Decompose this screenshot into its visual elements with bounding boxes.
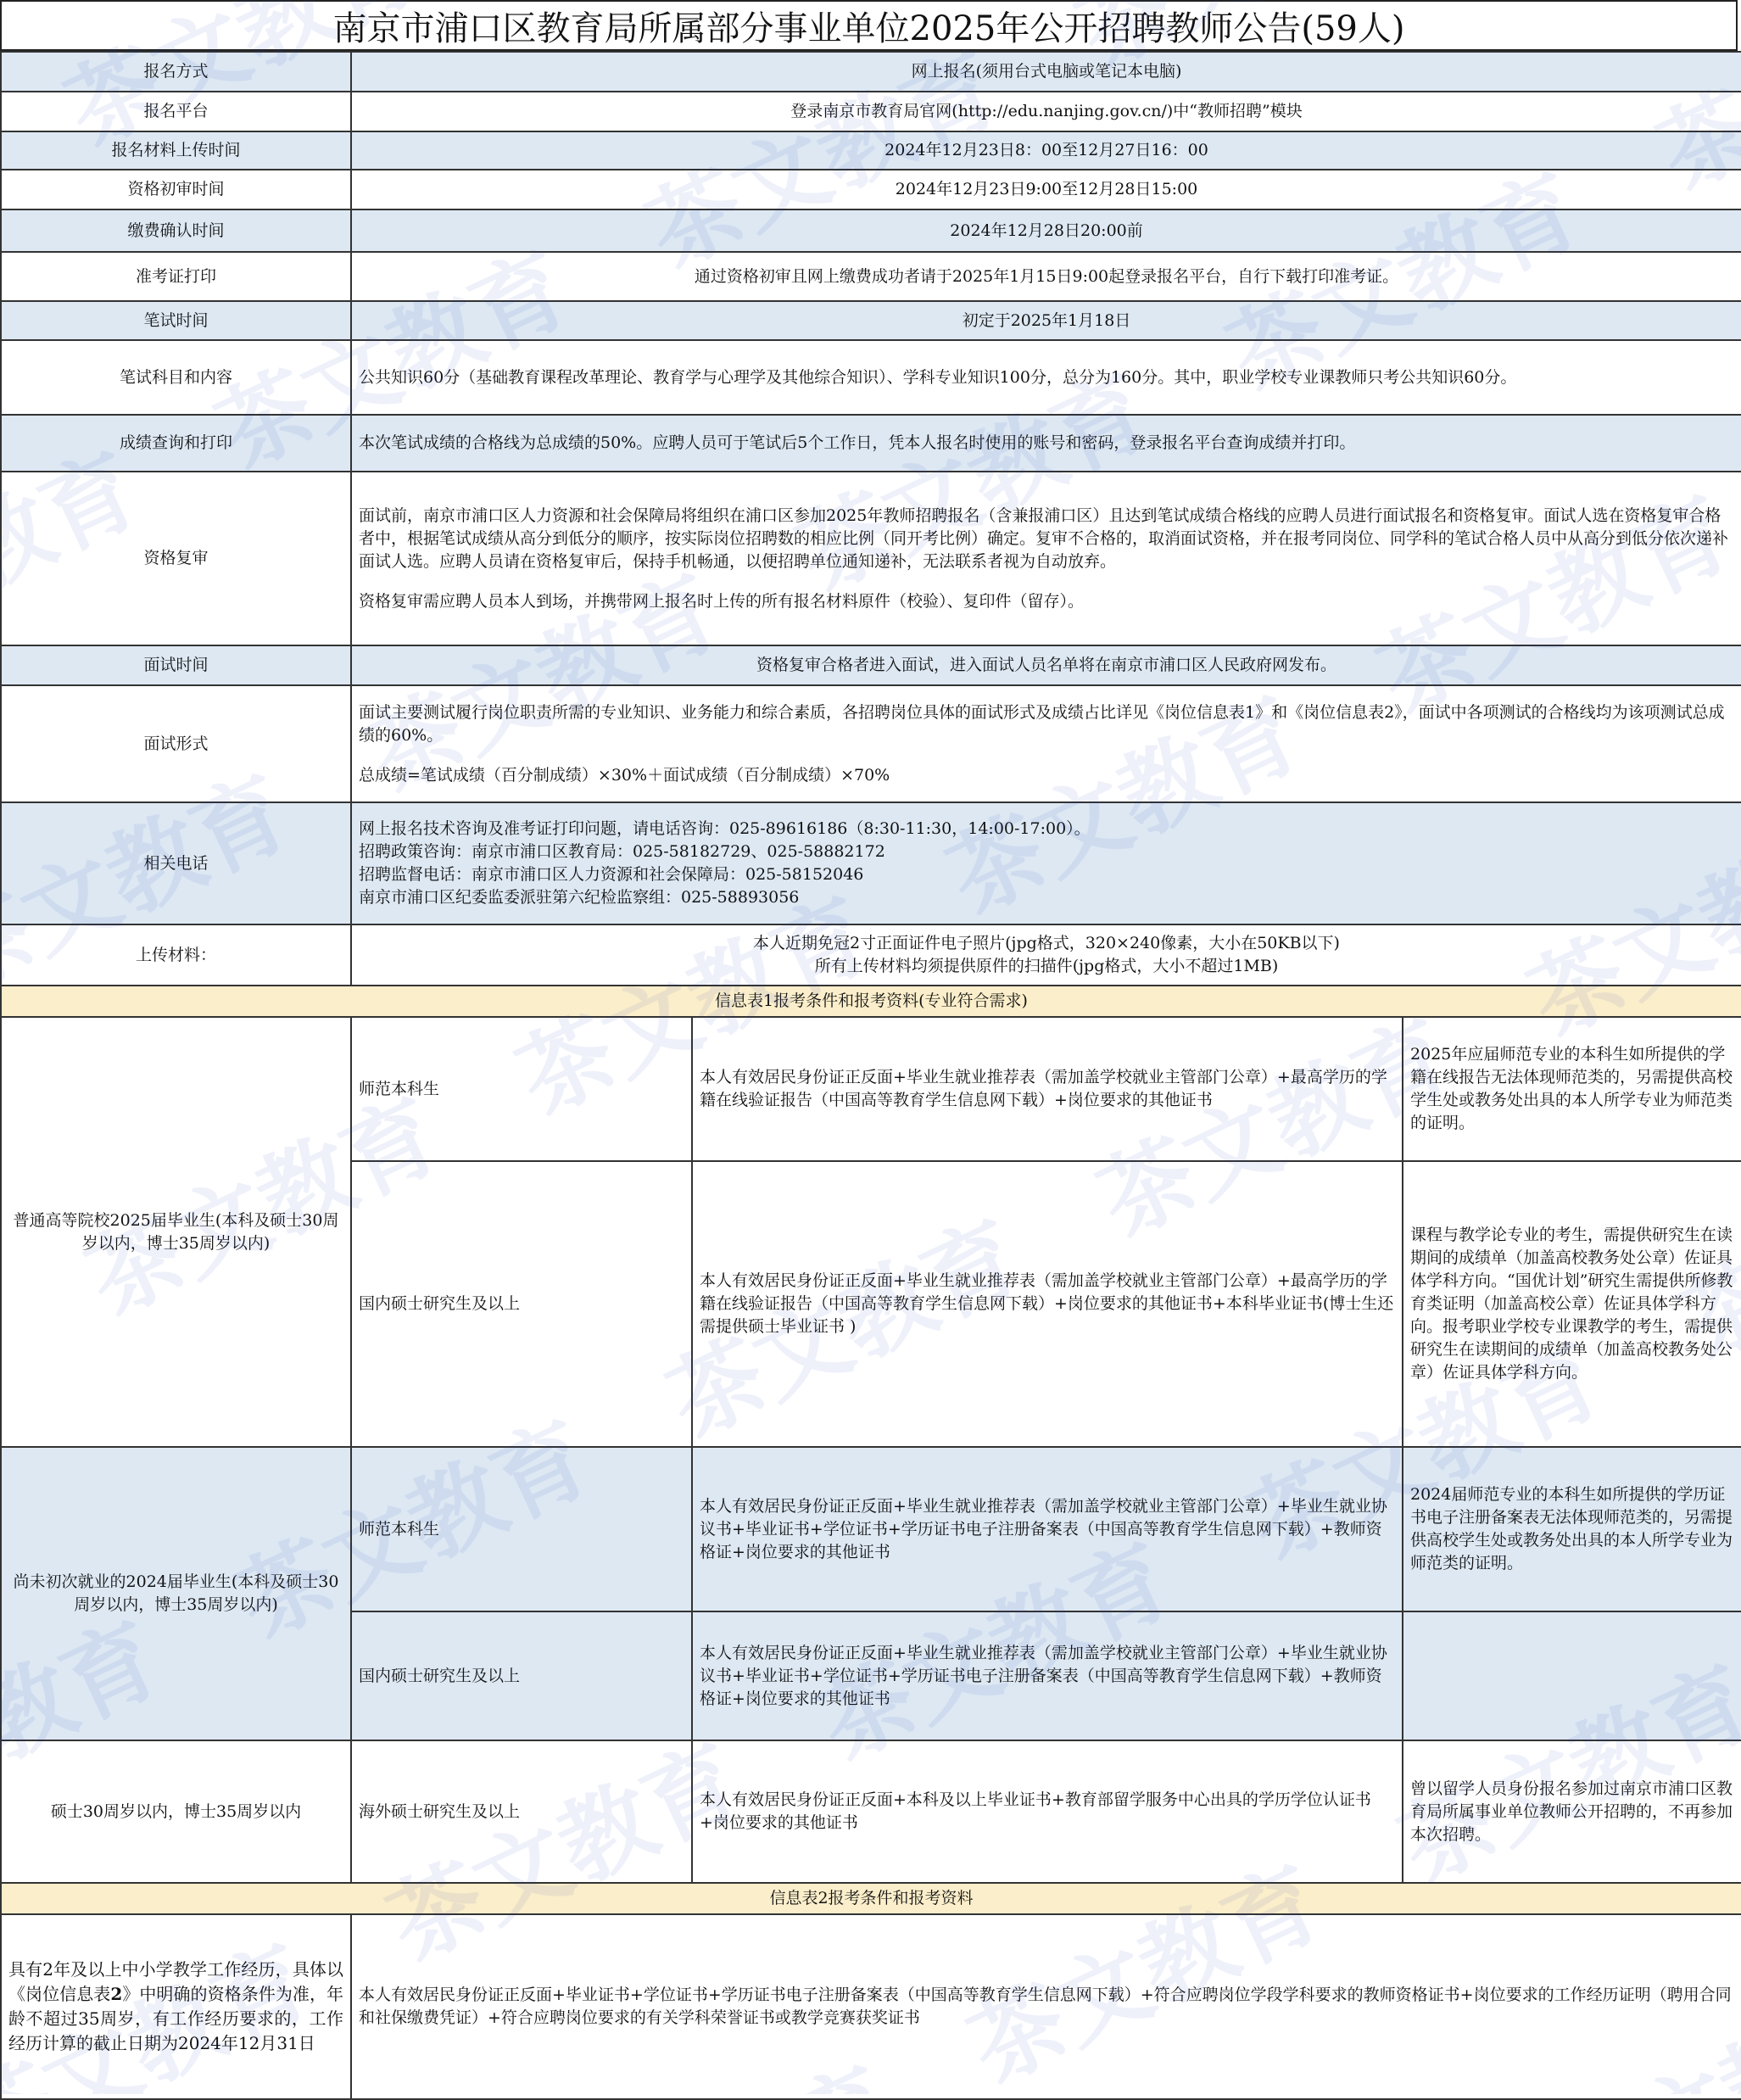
table-row bbox=[1, 1017, 1741, 1161]
row-value: 公共知识60分（基础教育课程改革理论、教育学与心理学及其他综合知识）、学科专业知识100分，总分为160分。其中，职业学校专业课教师只考公共知识60分。 bbox=[351, 340, 1741, 415]
paragraph: 面试主要测试履行岗位职责所需的专业知识、业务能力和综合素质，各招聘岗位具体的面试形式及成绩占比详见《岗位信息表1》和《岗位信息表2》，面试中各项测试的合格线均为该项测试总成绩的60%。 bbox=[359, 702, 1725, 745]
row-label: 缴费确认时间 bbox=[1, 209, 351, 252]
note: 课程与教学论专业的考生，需提供研究生在读期间的成绩单（加盖高校教务处公章）佐证具体学科方向。“国优计划”研究生需提供所修教育类证明（加盖高校公章）佐证具体学科方向。报考职业学校专业课教学的考生，需提供研究生在读期间的成绩单（加盖高校教务处公章）佐证具体学科方向。 bbox=[1403, 1161, 1741, 1447]
phone-line: 网上报名技术咨询及准考证打印问题，请电话咨询：025-89616186（8:30-11:30，14:00-17:00）。 bbox=[359, 819, 1091, 838]
section2-header bbox=[1, 1883, 1741, 1914]
material-line: 所有上传材料均须提供原件的扫描件(jpg格式，大小不超过1MB) bbox=[814, 957, 1279, 975]
required-materials: 本人有效居民身份证正反面+毕业生就业推荐表（需加盖学校就业主管部门公章）+毕业生就业协议书+毕业证书+学位证书+学历证书电子注册备案表（中国高等教育学生信息网下载）+教师资格证+岗位要求的其他证书 bbox=[692, 1611, 1403, 1740]
page-title: 南京市浦口区教育局所属部分事业单位2025年公开招聘教师公告(59人) bbox=[0, 0, 1738, 51]
row-label: 笔试时间 bbox=[1, 301, 351, 340]
row-label: 报名材料上传时间 bbox=[1, 131, 351, 170]
required-materials: 本人有效居民身份证正反面+毕业生就业推荐表（需加盖学校就业主管部门公章）+最高学历的学籍在线验证报告（中国高等教育学生信息网下载）+岗位要求的其他证书+本科毕业证书(博士生还需提供硕士毕业证书 ) bbox=[692, 1161, 1403, 1447]
table-row bbox=[1, 1740, 1741, 1883]
group-label: 硕士30周岁以内，博士35周岁以内 bbox=[1, 1740, 351, 1883]
section-title: 信息表2报考条件和报考资料 bbox=[1, 1883, 1741, 1914]
row-exam-subjects bbox=[1, 340, 1741, 415]
phone-line: 招聘政策咨询：南京市浦口区教育局：025-58182729、025-58882172 bbox=[359, 842, 885, 861]
row-value: 2024年12月28日20:00前 bbox=[351, 209, 1741, 252]
row-label: 笔试科目和内容 bbox=[1, 340, 351, 415]
section1-header bbox=[1, 986, 1741, 1017]
row-label: 面试时间 bbox=[1, 645, 351, 685]
label-text: 》中明确的资格条件为准，年龄不超过35周岁，有工作经历要求的，工作经历计算的截止日期为2024年12月31日 bbox=[8, 1984, 344, 2053]
paragraph: 面试前，南京市浦口区人力资源和社会保障局将组织在浦口区参加2025年教师招聘报名（含兼报浦口区）且达到笔试成绩合格线的应聘人员进行面试报名和资格复审。面试人选在资格复审合格者中，根据笔试成绩从高分到低分的顺序，按实际岗位招聘数的相应比例（同开考比例）确定。复审不合格的，取消面试资格，并在报考同岗位、同学科的笔试合格人员中从高分到低分依次递补面试人选。应聘人员请在资格复审后，保持手机畅通，以便招聘单位通知递补，无法联系者视为自动放弃。 bbox=[359, 505, 1729, 571]
row-upload-materials bbox=[1, 924, 1741, 986]
table-row bbox=[1, 1447, 1741, 1611]
phone-line: 招聘监督电话：南京市浦口区人力资源和社会保障局：025-58152046 bbox=[359, 865, 864, 884]
note bbox=[1403, 1611, 1741, 1740]
required-materials: 本人有效居民身份证正反面+本科及以上毕业证书+教育部留学服务中心出具的学历学位认证书+岗位要求的其他证书 bbox=[692, 1740, 1403, 1883]
required-materials: 本人有效居民身份证正反面+毕业生就业推荐表（需加盖学校就业主管部门公章）+毕业生就业协议书+毕业证书+学位证书+学历证书电子注册备案表（中国高等教育学生信息网下载）+教师资格证+岗位要求的其他证书 bbox=[692, 1447, 1403, 1611]
note: 2024届师范专业的本科生如所提供的学历证书电子注册备案表无法体现师范类的，另需提供高校学生处或教务处出具的本人所学专业为师范类的证明。 bbox=[1403, 1447, 1741, 1611]
group-label bbox=[1, 1914, 351, 2099]
material-line: 本人近期免冠2寸正面证件电子照片(jpg格式，320×240像素，大小在50KB以下) bbox=[753, 934, 1340, 952]
row-exam-time bbox=[1, 301, 1741, 340]
row-value bbox=[351, 685, 1741, 802]
row-initial-review-time bbox=[1, 170, 1741, 209]
row-label: 报名平台 bbox=[1, 92, 351, 131]
row-value bbox=[351, 472, 1741, 645]
required-materials: 本人有效居民身份证正反面+毕业生就业推荐表（需加盖学校就业主管部门公章）+最高学历的学籍在线验证报告（中国高等教育学生信息网下载）+岗位要求的其他证书 bbox=[692, 1017, 1403, 1161]
row-registration-method bbox=[1, 52, 1741, 92]
paragraph: 资格复审需应聘人员本人到场，并携带网上报名时上传的所有报名材料原件（校验）、复印件（留存）。 bbox=[359, 591, 1085, 611]
row-interview-time bbox=[1, 645, 1741, 685]
paragraph: 总成绩=笔试成绩（百分制成绩）×30%＋面试成绩（百分制成绩）×70% bbox=[359, 765, 890, 785]
row-value bbox=[351, 802, 1741, 924]
row-value: 网上报名(须用台式电脑或笔记本电脑) bbox=[351, 52, 1741, 92]
row-value: 资格复审合格者进入面试，进入面试人员名单将在南京市浦口区人民政府网发布。 bbox=[351, 645, 1741, 685]
announcement-table bbox=[0, 51, 1741, 2100]
row-registration-platform bbox=[1, 92, 1741, 131]
row-interview-form bbox=[1, 685, 1741, 802]
table-row bbox=[1, 1914, 1741, 2099]
row-value: 登录南京市教育局官网(http://edu.nanjing.gov.cn/)中“教师招聘”模块 bbox=[351, 92, 1741, 131]
candidate-type: 国内硕士研究生及以上 bbox=[351, 1611, 692, 1740]
row-label: 报名方式 bbox=[1, 52, 351, 92]
required-materials: 本人有效居民身份证正反面+毕业证书+学位证书+学历证书电子注册备案表（中国高等教育学生信息网下载）+符合应聘岗位学段学科要求的教师资格证书+岗位要求的工作经历证明（聘用合同和社保缴费凭证）+符合应聘岗位要求的有关学科荣誉证书或教学竞赛获奖证书 bbox=[351, 1914, 1741, 2099]
row-admission-ticket bbox=[1, 252, 1741, 301]
row-value: 本次笔试成绩的合格线为总成绩的50%。应聘人员可于笔试后5个工作日，凭本人报名时使用的账号和密码，登录报名平台查询成绩并打印。 bbox=[351, 415, 1741, 472]
row-value bbox=[351, 924, 1741, 986]
candidate-type: 师范本科生 bbox=[351, 1017, 692, 1161]
row-value: 通过资格初审且网上缴费成功者请于2025年1月15日9:00起登录报名平台，自行下载打印准考证。 bbox=[351, 252, 1741, 301]
row-label: 面试形式 bbox=[1, 685, 351, 802]
row-label: 资格复审 bbox=[1, 472, 351, 645]
note: 曾以留学人员身份报名参加过南京市浦口区教育局所属事业单位教师公开招聘的，不再参加本次招聘。 bbox=[1403, 1740, 1741, 1883]
label-text-bold: 2 bbox=[110, 1984, 123, 2004]
row-payment-time bbox=[1, 209, 1741, 252]
row-contact-phones bbox=[1, 802, 1741, 924]
row-qualification-review bbox=[1, 472, 1741, 645]
row-value: 初定于2025年1月18日 bbox=[351, 301, 1741, 340]
candidate-type: 师范本科生 bbox=[351, 1447, 692, 1611]
row-label: 相关电话 bbox=[1, 802, 351, 924]
label-text: 具有2年及以上中小学教学工作经历，具体以《岗位信息表 bbox=[8, 1959, 343, 2004]
row-label: 成绩查询和打印 bbox=[1, 415, 351, 472]
candidate-type: 海外硕士研究生及以上 bbox=[351, 1740, 692, 1883]
row-label: 上传材料： bbox=[1, 924, 351, 986]
candidate-type: 国内硕士研究生及以上 bbox=[351, 1161, 692, 1447]
row-value: 2024年12月23日8：00至12月27日16：00 bbox=[351, 131, 1741, 170]
row-upload-time bbox=[1, 131, 1741, 170]
phone-line: 南京市浦口区纪委监委派驻第六纪检监察组：025-58893056 bbox=[359, 888, 800, 907]
row-value: 2024年12月23日9:00至12月28日15:00 bbox=[351, 170, 1741, 209]
row-label: 准考证打印 bbox=[1, 252, 351, 301]
section-title: 信息表1报考条件和报考资料(专业符合需求) bbox=[1, 986, 1741, 1017]
group-label: 普通高等院校2025届毕业生(本科及硕士30周岁以内，博士35周岁以内) bbox=[1, 1017, 351, 1447]
group-label: 尚未初次就业的2024届毕业生(本科及硕士30周岁以内，博士35周岁以内) bbox=[1, 1447, 351, 1740]
row-score-query bbox=[1, 415, 1741, 472]
note: 2025年应届师范专业的本科生如所提供的学籍在线报告无法体现师范类的，另需提供高校学生处或教务处出具的本人所学专业为师范类的证明。 bbox=[1403, 1017, 1741, 1161]
row-label: 资格初审时间 bbox=[1, 170, 351, 209]
